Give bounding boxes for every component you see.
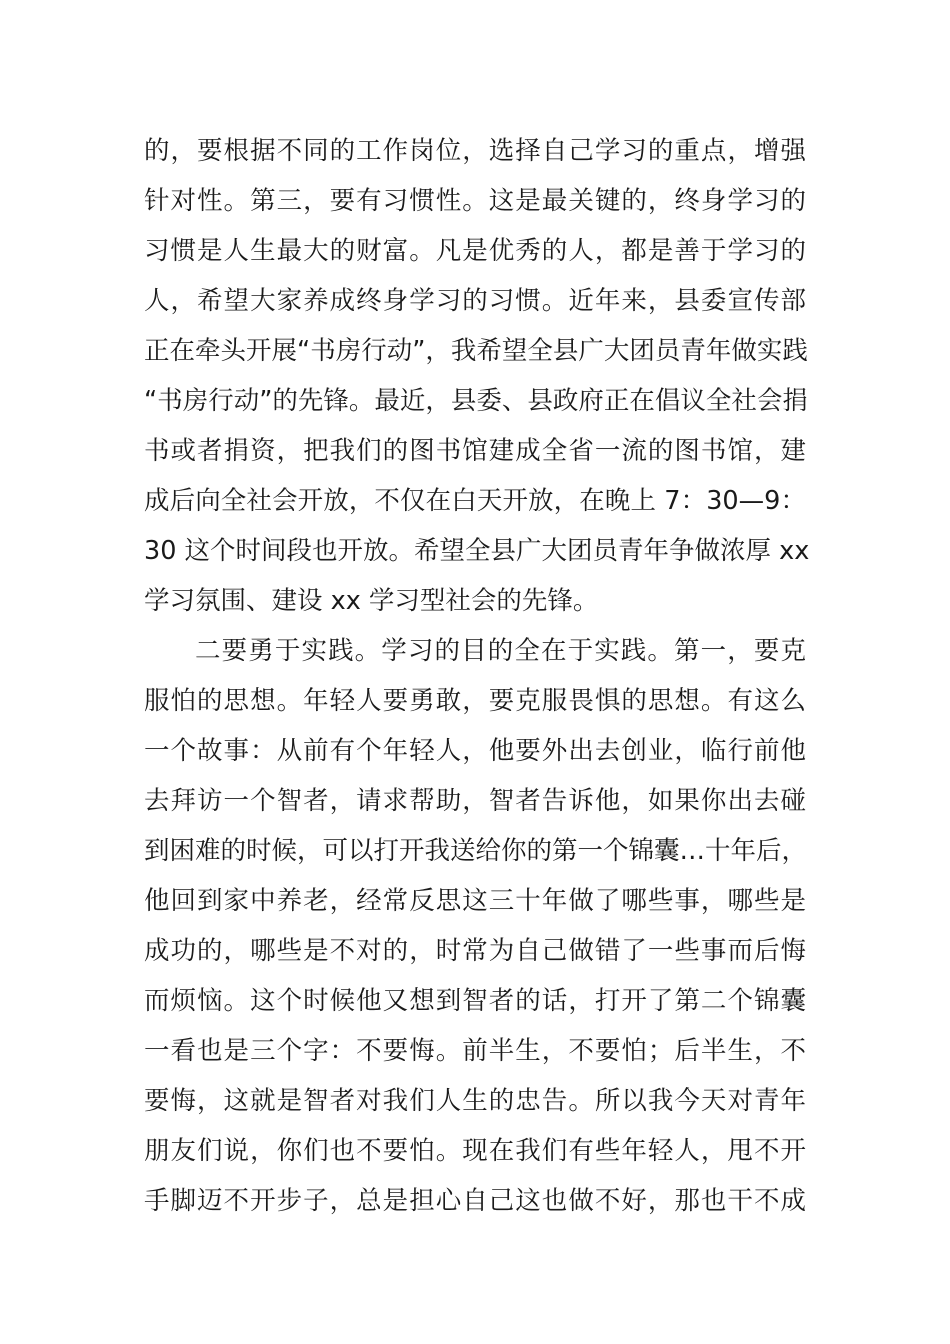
text-line: 手脚迈不开步子，总是担心自己这也做不好，那也干不成 (144, 1186, 806, 1216)
text-line: 的，要根据不同的工作岗位，选择自己学习的重点，增强 (144, 136, 806, 166)
text-line: 二要勇于实践。学习的目的全在于实践。第一，要克 (195, 636, 806, 666)
paragraph-2 (144, 626, 806, 1226)
text-line: 一个故事：从前有个年轻人，他要外出去创业，临行前他 (144, 736, 806, 766)
text-line: 一看也是三个字：不要悔。前半生，不要怕；后半生，不 (144, 1036, 806, 1066)
paragraph-1 (144, 126, 810, 626)
text-line: “书房行动”的先锋。最近，县委、县政府正在倡议全社会捐 (144, 386, 808, 416)
text-line: 他回到家中养老，经常反思这三十年做了哪些事，哪些是 (144, 886, 806, 916)
text-line: 而烦恼。这个时候他又想到智者的话，打开了第二个锦囊 (144, 986, 806, 1016)
text-line: 到困难的时候，可以打开我送给你的第一个锦囊…十年后， (144, 836, 808, 866)
text-line: 要悔，这就是智者对我们人生的忠告。所以我今天对青年 (144, 1086, 806, 1116)
text-line: 学习氛围、建设 xx 学习型社会的先锋。 (144, 586, 599, 616)
text-line: 书或者捐资，把我们的图书馆建成全省一流的图书馆，建 (144, 436, 806, 466)
text-line: 习惯是人生最大的财富。凡是优秀的人，都是善于学习的 (144, 236, 806, 266)
text-line: 去拜访一个智者，请求帮助，智者告诉他，如果你出去碰 (144, 786, 806, 816)
text-line: 30 这个时间段也开放。希望全县广大团员青年争做浓厚 xx (144, 536, 810, 566)
text-line: 成功的，哪些是不对的，时常为自己做错了一些事而后悔 (144, 936, 806, 966)
text-line: 服怕的思想。年轻人要勇敢，要克服畏惧的思想。有这么 (144, 686, 806, 716)
text-line: 成后向全社会开放，不仅在白天开放，在晚上 7：30—9： (144, 486, 806, 516)
text-line: 正在牵头开展“书房行动”，我希望全县广大团员青年做实践 (144, 336, 808, 366)
text-line: 朋友们说，你们也不要怕。现在我们有些年轻人，甩不开 (144, 1136, 806, 1166)
text-line: 人，希望大家养成终身学习的习惯。近年来，县委宣传部 (144, 286, 806, 316)
text-line: 针对性。第三，要有习惯性。这是最关键的，终身学习的 (144, 186, 806, 216)
